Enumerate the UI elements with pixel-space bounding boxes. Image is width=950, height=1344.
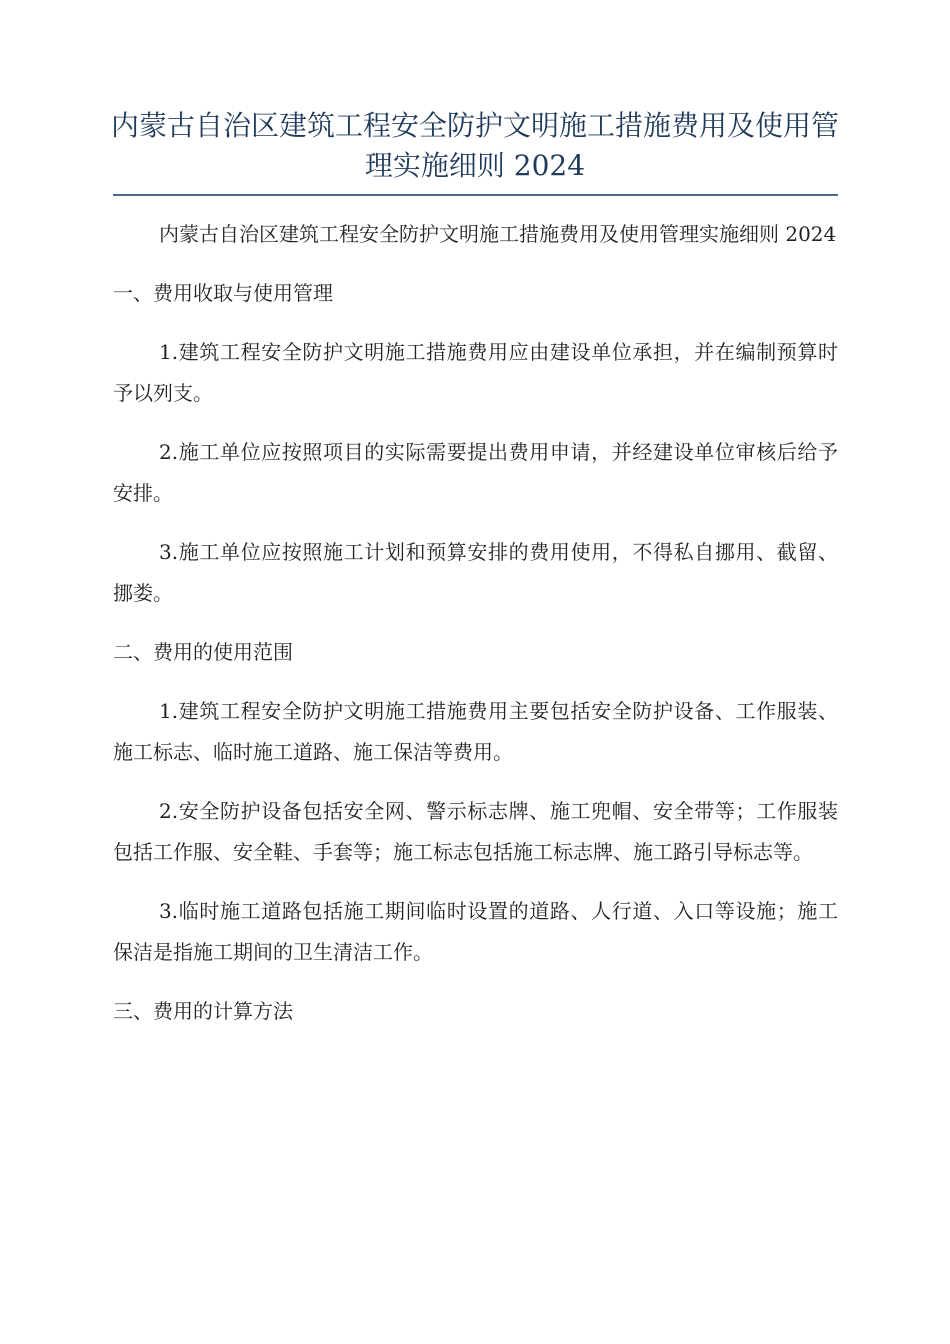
intro-paragraph: 内蒙古自治区建筑工程安全防护文明施工措施费用及使用管理实施细则 2024: [159, 222, 837, 246]
section-item: 3.临时施工道路包括施工期间临时设置的道路、人行道、入口等设施；施工保洁是指施工期间的卫生清洁工作。: [113, 899, 838, 964]
section-item: 1.建筑工程安全防护文明施工措施费用主要包括安全防护设备、工作服装、施工标志、临时施工道路、施工保洁等费用。: [113, 699, 838, 764]
section-item: 2.安全防护设备包括安全网、警示标志牌、施工兜帽、安全带等；工作服装包括工作服、安全鞋、手套等；施工标志包括施工标志牌、施工路引导标志等。: [113, 799, 838, 864]
section-heading: 三、费用的计算方法: [113, 999, 293, 1023]
document-title: 内蒙古自治区建筑工程安全防护文明施工措施费用及使用管理实施细则 2024: [110, 109, 839, 182]
section-heading: 二、费用的使用范围: [113, 640, 293, 664]
section-item: 2.施工单位应按照项目的实际需要提出费用申请，并经建设单位审核后给予安排。: [113, 440, 838, 505]
section-heading: 一、费用收取与使用管理: [113, 281, 333, 305]
document-body: [113, 214, 838, 1050]
title-divider: [113, 194, 838, 196]
section-item: 3.施工单位应按照施工计划和预算安排的费用使用，不得私自挪用、截留、挪娄。: [113, 540, 838, 605]
section-item: 1.建筑工程安全防护文明施工措施费用应由建设单位承担，并在编制预算时予以列支。: [113, 340, 838, 405]
